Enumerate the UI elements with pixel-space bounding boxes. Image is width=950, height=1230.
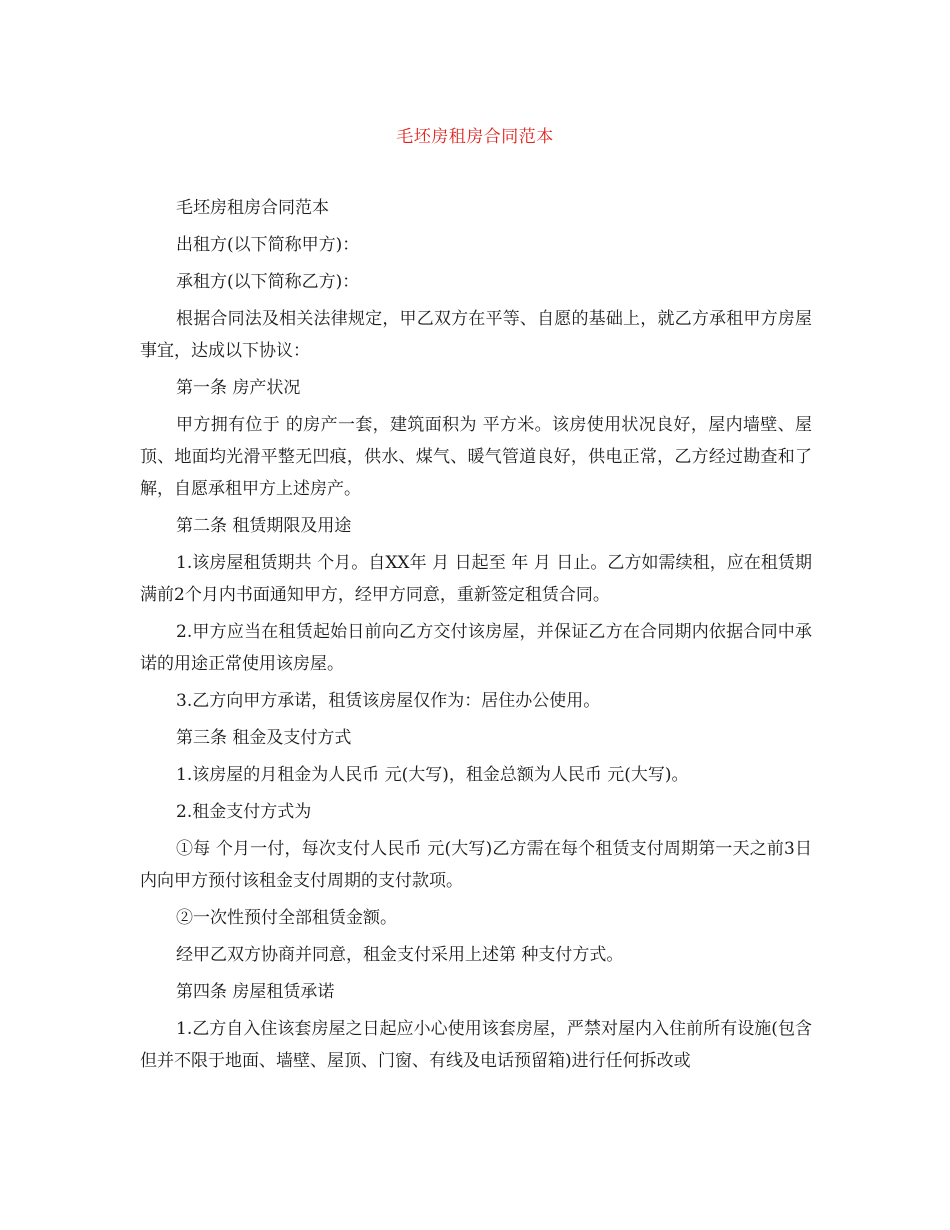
- paragraph-lessee: 承租方(以下简称乙方)：: [176, 272, 360, 292]
- article-3-option-2: ②一次性预付全部租赁金额。: [176, 908, 397, 928]
- paragraph-lessor: 出租方(以下简称甲方)：: [176, 235, 360, 255]
- article-3-heading: 第三条 租金及支付方式: [176, 728, 352, 748]
- document-title: 毛坯房租房合同范本: [396, 127, 554, 147]
- article-2-item-2: 2.甲方应当在租赁起始日前向乙方交付该房屋，并保证乙方在合同期内依据合同中承诺的用途正常使用该房屋。: [140, 622, 812, 674]
- article-3-option-1: ①每 个月一付，每次支付人民币 元(大写)乙方需在每个租赁支付周期第一天之前3日内向甲方预付该租金支付周期的支付款项。: [140, 839, 812, 891]
- article-3-item-1: 1.该房屋的月租金为人民币 元(大写)，租金总额为人民币 元(大写)。: [176, 765, 689, 785]
- article-1-body: 甲方拥有位于 的房产一套，建筑面积为 平方米。该房使用状况良好，屋内墙壁、屋顶、地面均光滑平整无凹痕，供水、煤气、暖气管道良好，供电正常，乙方经过勘查和了解，自愿承租甲方上述房产。: [140, 415, 812, 499]
- article-3-item-2: 2.租金支付方式为: [176, 802, 312, 822]
- article-1-heading: 第一条 房产状况: [176, 378, 301, 398]
- article-4-heading: 第四条 房屋租赁承诺: [176, 982, 335, 1002]
- document-body: [140, 192, 812, 1082]
- article-3-choice: 经甲乙双方协商并同意，租金支付采用上述第 种支付方式。: [176, 945, 624, 965]
- paragraph-heading: 毛坯房租房合同范本: [176, 198, 329, 218]
- article-2-item-3: 3.乙方向甲方承诺，租赁该房屋仅作为：居住办公使用。: [176, 691, 601, 711]
- article-4-item-1: 1.乙方自入住该套房屋之日起应小心使用该套房屋，严禁对屋内入住前所有设施(包含但并不限于地面、墙壁、屋顶、门窗、有线及电话预留箱)进行任何拆改或: [140, 1019, 812, 1071]
- paragraph-preamble: 根据合同法及相关法律规定，甲乙双方在平等、自愿的基础上，就乙方承租甲方房屋事宜，达成以下协议：: [140, 309, 812, 361]
- article-2-item-1: 1.该房屋租赁期共 个月。自XX年 月 日起至 年 月 日止。乙方如需续租，应在租赁期满前2个月内书面通知甲方，经甲方同意，重新签定租赁合同。: [140, 553, 812, 605]
- article-2-heading: 第二条 租赁期限及用途: [176, 516, 352, 536]
